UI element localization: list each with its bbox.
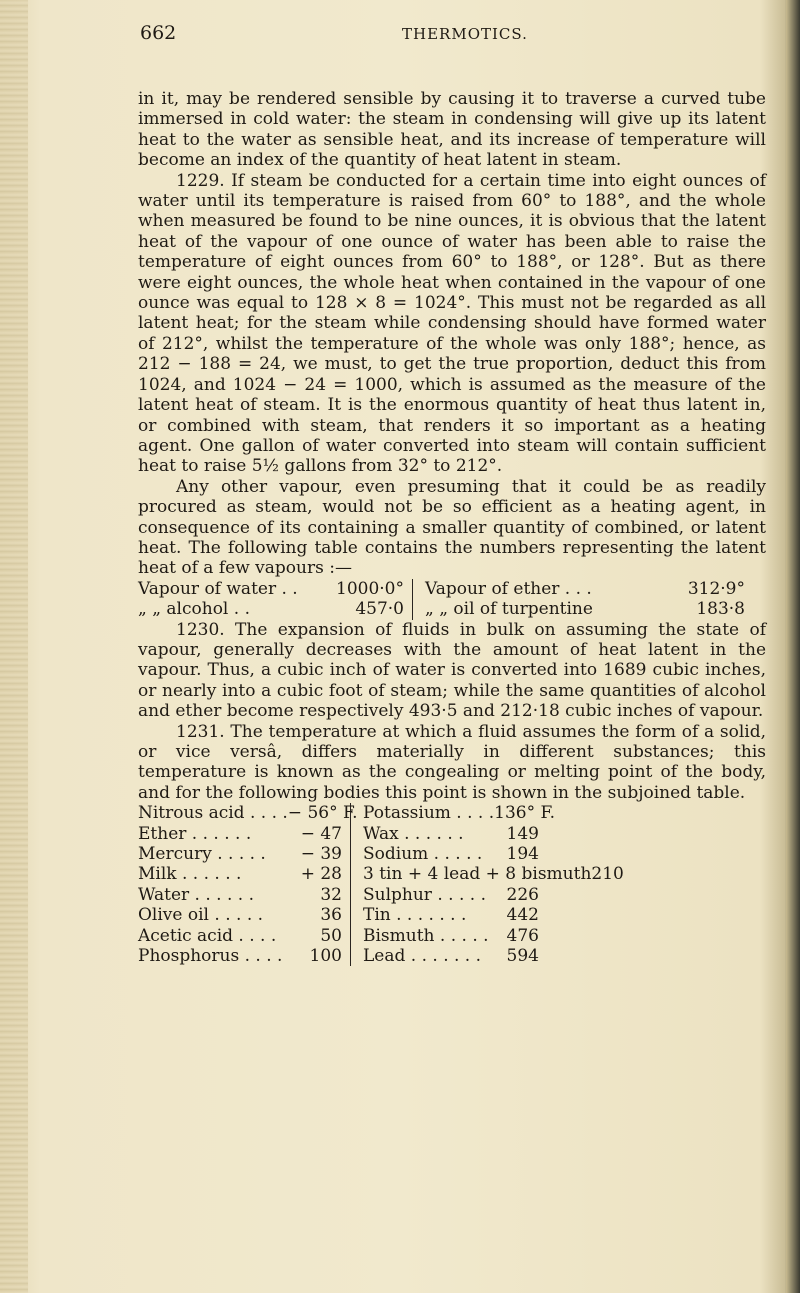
substance-name: Water . . . . . . (138, 884, 254, 905)
table-row (425, 599, 745, 619)
substance-name: 3 tin + 4 lead + 8 bismuth (363, 864, 592, 885)
substance-name: Wax . . . . . . (363, 823, 464, 844)
table-row (363, 885, 539, 905)
table-row (363, 864, 624, 885)
paragraph-intro: in it, may be rendered sensible by causing it to traverse a curved tube immersed in cold water: the steam in condensing will give up its latent heat to the water as sensible heat, and its increase of temperature will become an index of the quantity of heat latent in steam. (138, 89, 766, 171)
melting-value: 136° F. (494, 803, 556, 824)
latent-heat-value: 457·0 (355, 599, 404, 620)
table-row (363, 905, 539, 925)
table-row (425, 579, 745, 599)
substance-name: Mercury . . . . . (138, 844, 266, 865)
melting-value: 50 (320, 925, 342, 946)
melting-left-column (138, 803, 358, 967)
substance-name: Tin . . . . . . . (363, 905, 467, 926)
substance-name: Vapour of water . . (138, 578, 298, 599)
melting-point-table (138, 803, 766, 966)
melting-value: − 56° F. (287, 803, 358, 824)
substance-name: Olive oil . . . . . (138, 905, 264, 926)
substance-name: Bismuth . . . . . (363, 925, 489, 946)
latent-heat-value: 1000·0° (336, 578, 404, 599)
table-row (138, 803, 358, 824)
table-row (138, 885, 342, 905)
substance-name: Nitrous acid . . . . (138, 803, 288, 824)
table-row (138, 926, 342, 946)
melting-value: 32 (320, 884, 342, 905)
latent-heat-value: 183·8 (696, 599, 745, 620)
table-row (138, 579, 404, 599)
melting-value: 476 (506, 925, 539, 946)
latent-heat-right-column (413, 579, 745, 620)
melting-value: − 47 (300, 823, 342, 844)
paragraph-1230: 1230. The expansion of fluids in bulk on assuming the state of vapour, generally decreases with the amount of heat latent in the vapour. Thus, a cubic inch of water is converted into 1689 cubic inches, or nearly into a cubic foot of steam; while the same quantities of alcohol and ether become respectively 493·5 and 212·18 cubic inches of vapour. (138, 619, 766, 722)
melting-value: 210 (591, 864, 624, 885)
table-row (363, 946, 539, 966)
table-row (363, 844, 539, 864)
substance-name: „ „ alcohol . . (138, 599, 250, 620)
substance-name: Phosphorus . . . . (138, 946, 283, 967)
substance-name: Sulphur . . . . . (363, 884, 486, 905)
substance-name: „ „ oil of turpentine (425, 599, 593, 620)
substance-name: Potassium . . . . (363, 803, 495, 824)
paragraph-other-vapour: Any other vapour, even presuming that it could be as readily procured as steam, would not be so efficient as a heating agent, in consequence of its containing a smaller quantity of combined, or latent heat. The following table contains the numbers representing the latent heat of a few vapours :— (138, 476, 766, 579)
melting-value: 442 (506, 905, 539, 926)
latent-heat-left-column (138, 579, 413, 620)
table-row (138, 824, 342, 844)
substance-name: Ether . . . . . . (138, 823, 252, 844)
melting-right-column (351, 803, 624, 967)
table-row (138, 946, 342, 966)
book-spine-shadow (0, 0, 28, 1293)
melting-value: 594 (506, 946, 539, 967)
table-row (138, 864, 342, 884)
melting-value: − 39 (300, 844, 342, 865)
paragraph-1229: 1229. If steam be conducted for a certain time into eight ounces of water until its temperature is raised from 60° to 188°, and the whole when measured be found to be nine ounces, it is obvious that the latent heat of the vapour of one ounce of water has been able to raise the temperature of eight ounces from 60° to 188°, or 128°. But as there were eight ounces, the whole heat when contained in the vapour of one ounce was equal to 128 × 8 = 1024°. This must not be regarded as all latent heat; for the steam while condensing should have formed water of 212°, whilst the temperature of the whole was only 188°; hence, as 212 − 188 = 24, we must, to get the true proportion, deduct this from 1024, and 1024 − 24 = 1000, which is assumed as the measure of the latent heat of steam. It is the enormous quantity of heat thus latent in, or combined with steam, that renders it so important as a heating agent. One gallon of water converted into steam will contain sufficient heat to raise 5½ gallons from 32° to 212°. (138, 170, 766, 477)
table-row (363, 926, 539, 946)
melting-value: 194 (506, 844, 539, 865)
running-head: THERMOTICS. (402, 25, 528, 43)
substance-name: Sodium . . . . . (363, 844, 483, 865)
melting-value: 36 (320, 905, 342, 926)
latent-heat-table (138, 579, 766, 620)
page-edge-shadow (786, 0, 800, 1293)
table-row (363, 824, 539, 844)
substance-name: Vapour of ether . . . (425, 578, 592, 599)
melting-value: + 28 (300, 864, 342, 885)
latent-heat-value: 312·9° (687, 578, 745, 599)
paragraph-1231: 1231. The temperature at which a fluid assumes the form of a solid, or vice versâ, differs materially in different substances; this temperature is known as the congealing or melting point of the body, and for the following bodies this point is shown in the subjoined table. (138, 721, 766, 803)
substance-name: Lead . . . . . . . (363, 946, 482, 967)
page-header (140, 22, 780, 52)
table-row (363, 803, 556, 824)
body-text (138, 89, 766, 966)
melting-value: 100 (309, 946, 342, 967)
melting-value: 226 (506, 884, 539, 905)
substance-name: Acetic acid . . . . (138, 925, 277, 946)
table-row (138, 844, 342, 864)
page-number: 662 (140, 22, 177, 44)
melting-value: 149 (506, 823, 539, 844)
substance-name: Milk . . . . . . (138, 864, 242, 885)
table-row (138, 905, 342, 925)
table-row (138, 599, 404, 619)
